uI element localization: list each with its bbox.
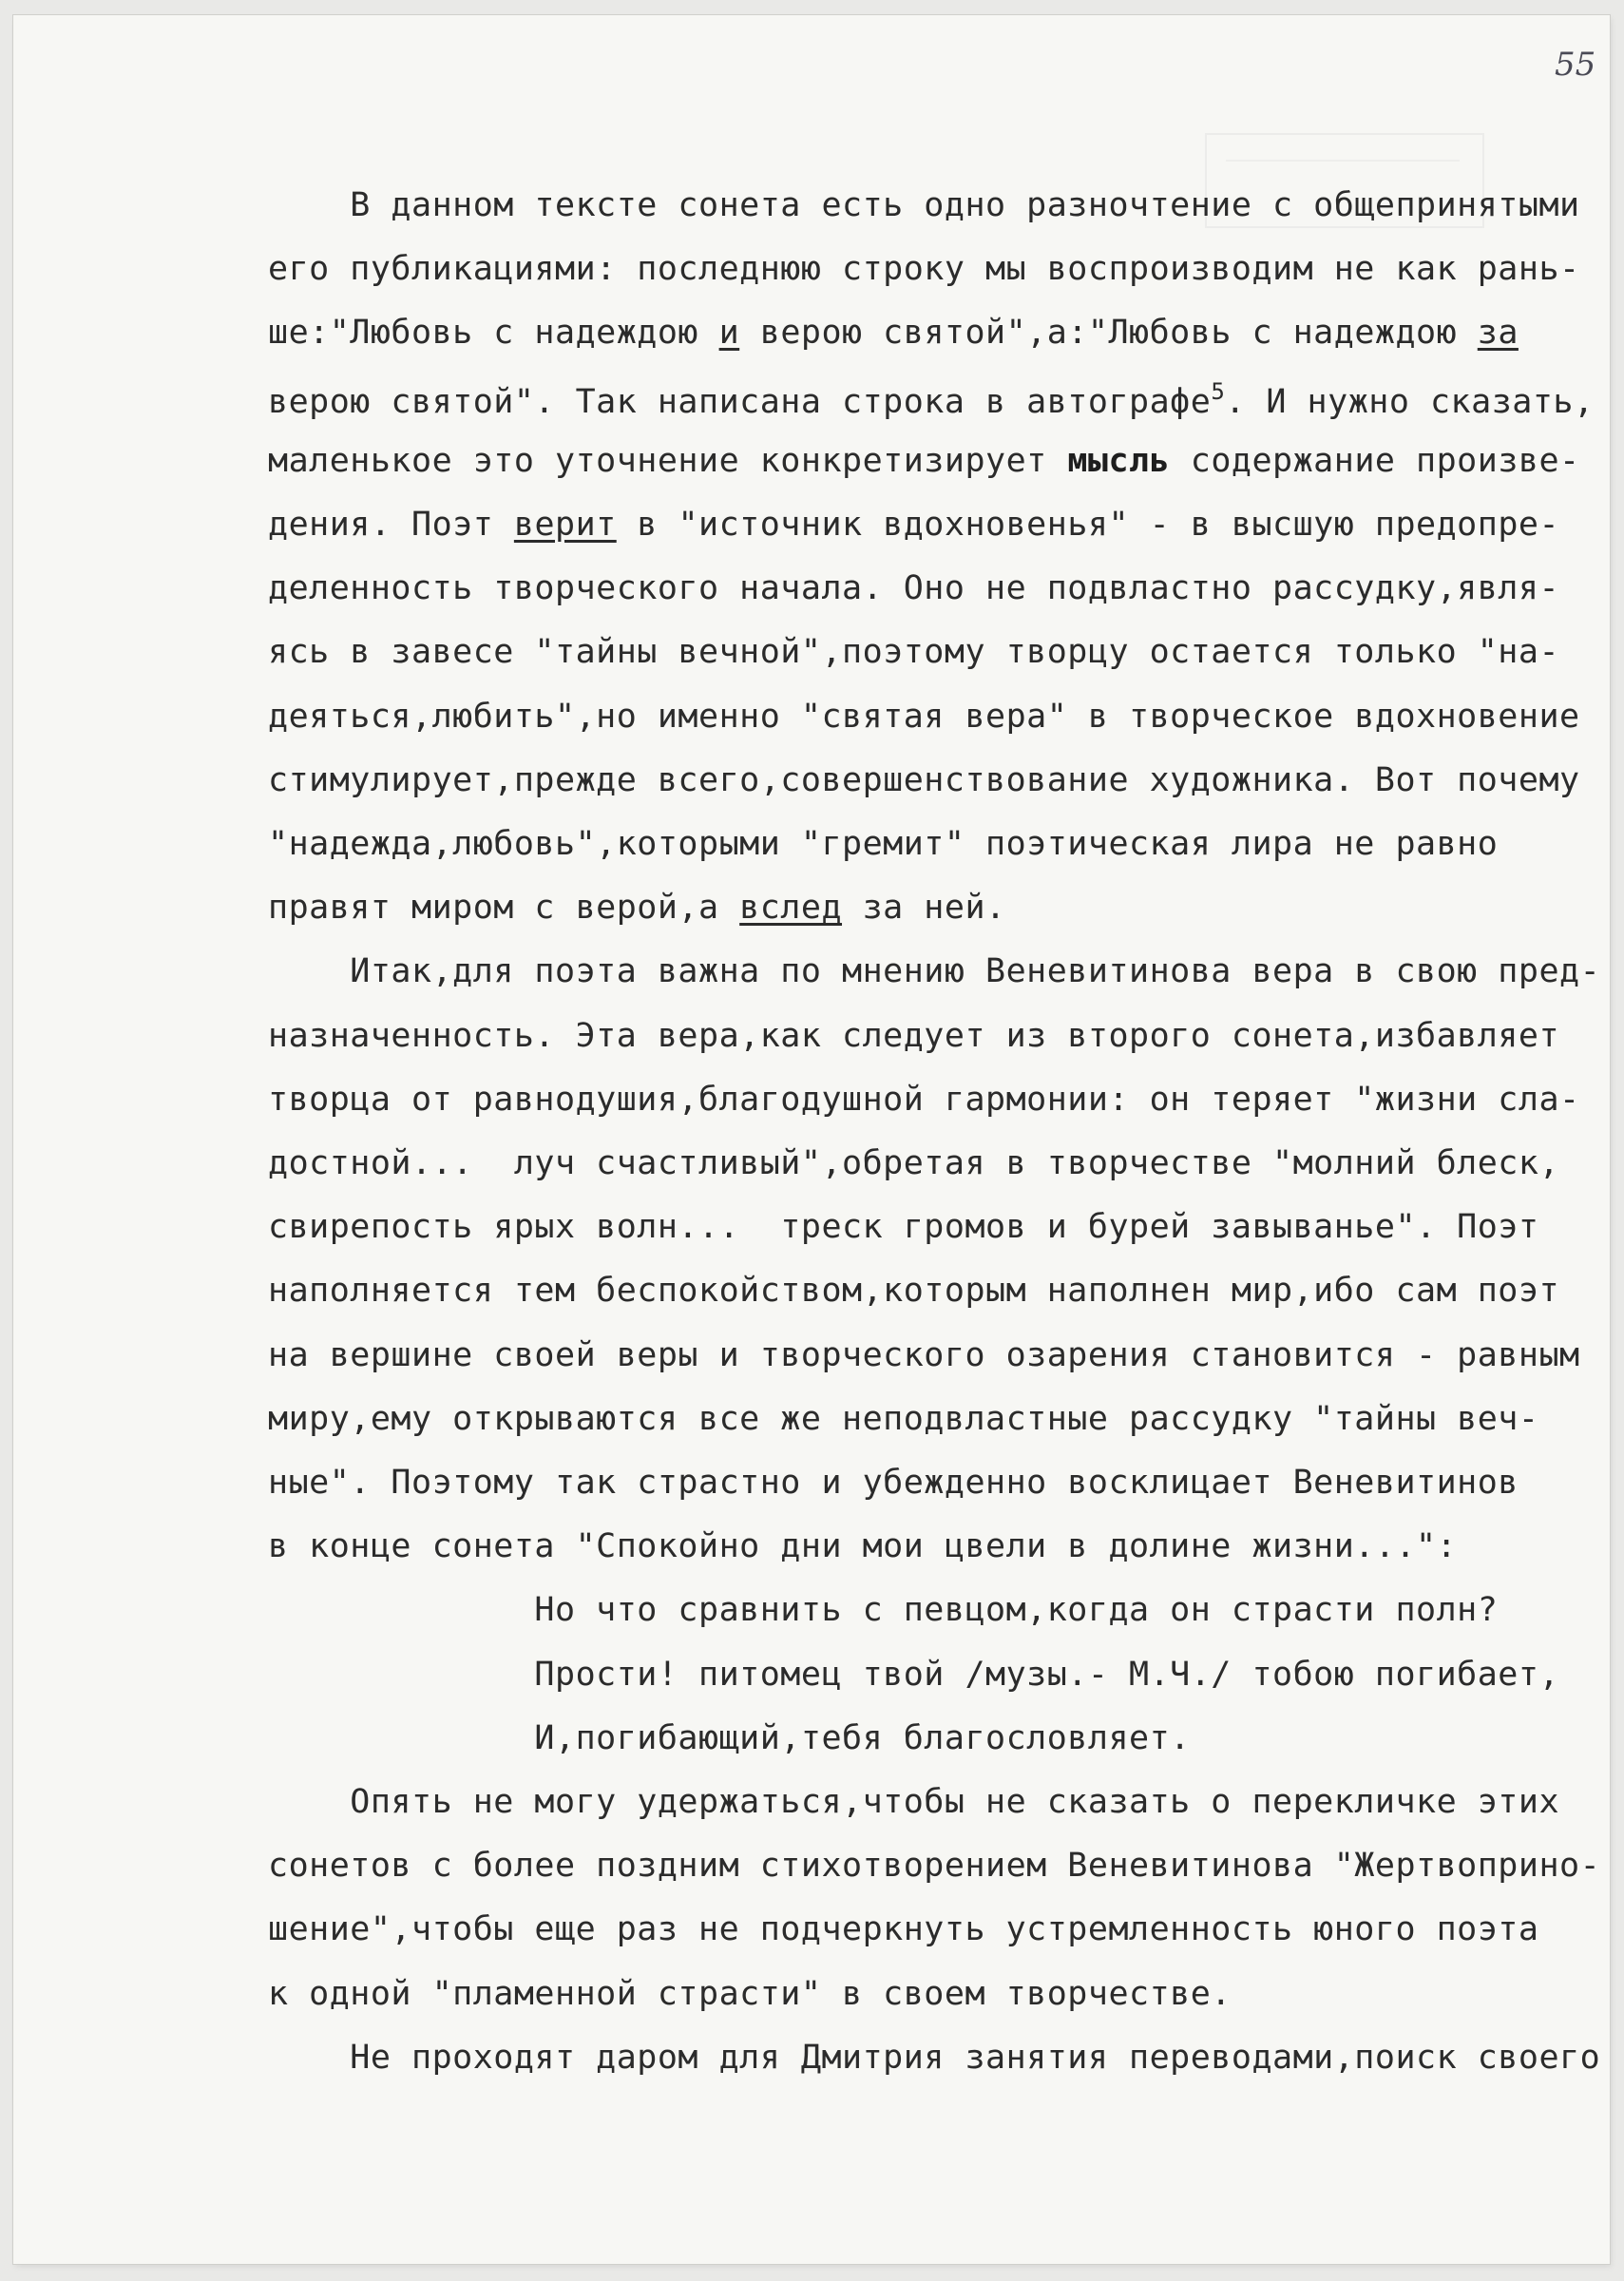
text-segment: ше:"Любовь с надеждою — [268, 314, 719, 353]
text-line — [268, 506, 1559, 544]
text-segment: к одной "пламенной страсти" в своем творчестве. — [268, 1974, 1232, 2013]
text-ul: за — [1477, 314, 1519, 353]
text-ul: вслед — [739, 889, 843, 928]
text-segment: его публикациями: последнюю строку мы воспроизводим не как рань- — [268, 250, 1580, 289]
text-line — [268, 186, 1580, 224]
text-line — [268, 314, 1519, 352]
text-segment: ясь в завесе "тайны вечной",поэтому творцу остается только "на- — [268, 633, 1560, 672]
text-segment: в "источник вдохновенья" - в высшую предопре- — [616, 506, 1560, 544]
text-segment: Не проходят даром для Дмитрия занятия переводами,поиск своего — [268, 2038, 1601, 2077]
text-segment: содержание произве- — [1170, 441, 1580, 480]
text-segment: верою святой",а:"Любовь с надеждою — [739, 314, 1478, 353]
text-line — [268, 1272, 1559, 1310]
text-line — [268, 1144, 1559, 1182]
text-line — [268, 1719, 1191, 1757]
text-line — [268, 1656, 1559, 1694]
text-line — [268, 1400, 1538, 1438]
text-line — [268, 569, 1559, 607]
text-segment: в конце сонета "Спокойно дни мои цвели в долине жизни...": — [268, 1527, 1458, 1566]
text-line — [268, 825, 1498, 863]
text-line — [268, 1847, 1600, 1885]
text-line — [268, 1527, 1457, 1565]
text-segment: Итак,для поэта важна по мнению Веневитинова вера в свою пред- — [268, 952, 1601, 991]
text-line — [268, 1975, 1232, 2013]
text-line — [268, 1783, 1559, 1821]
text-line — [268, 1208, 1538, 1246]
text-segment: сонетов с более поздним стихотворением Веневитинова "Жертвоприно- — [268, 1847, 1601, 1886]
text-line — [268, 2039, 1600, 2077]
text-segment: на вершине своей веры и творческого озарения становится - равным — [268, 1335, 1580, 1374]
text-segment: Опять не могу удержаться,чтобы не сказать о перекличке этих — [268, 1783, 1560, 1821]
text-segment: маленькое это уточнение конкретизирует — [268, 441, 1068, 480]
text-segment: деленность творческого начала. Оно не подвластно рассудку,явля- — [268, 569, 1560, 608]
text-line — [268, 378, 1595, 421]
text-ul: верит — [513, 506, 617, 544]
text-segment: верою святой". Так написана строка в автографе — [268, 382, 1212, 421]
text-segment: дения. Поэт — [268, 506, 514, 544]
text-segment: творца от равнодушия,благодушной гармонии: он теряет "жизни сла- — [268, 1080, 1580, 1119]
text-line — [268, 1464, 1519, 1502]
text-sup: 5 — [1211, 377, 1226, 405]
text-line — [268, 250, 1580, 288]
text-line — [268, 442, 1580, 480]
text-line — [268, 1081, 1580, 1119]
text-segment: назначенность. Эта вера,как следует из второго сонета,избавляет — [268, 1016, 1560, 1055]
text-line — [268, 761, 1580, 799]
text-segment: ные". Поэтому так страстно и убежденно восклицает Веневитинов — [268, 1464, 1519, 1502]
text-segment: В данном тексте сонета есть одно разночтение с общепринятыми — [268, 186, 1580, 224]
text-line — [268, 698, 1580, 736]
text-segment: "надежда,любовь",которыми "гремит" поэтическая лира не равно — [268, 825, 1499, 863]
text-line — [268, 889, 1006, 927]
text-segment: достной... луч счастливый",обретая в творчестве "молний блеск, — [268, 1144, 1560, 1182]
text-segment: шение",чтобы еще раз не подчеркнуть устремленность юного поэта — [268, 1910, 1539, 1949]
text-line — [268, 1910, 1538, 1948]
text-segment: Прости! питомец твой /музы.- М.Ч./ тобою погибает, — [268, 1655, 1560, 1694]
text-segment: Но что сравнить с певцом,когда он страсти полн? — [268, 1591, 1499, 1630]
text-ul: и — [718, 314, 740, 353]
text-segment: наполняется тем беспокойством,которым наполнен мир,ибо сам поэт — [268, 1272, 1560, 1311]
text-line — [268, 633, 1559, 671]
text-line — [268, 952, 1600, 990]
text-segment: свирепость ярых волн... треск громов и бурей завыванье". Поэт — [268, 1208, 1539, 1247]
text-line — [268, 1336, 1580, 1374]
text-segment: деяться,любить",но именно "святая вера" в творческое вдохновение — [268, 697, 1580, 736]
text-segment: И,погибающий,тебя благословляет. — [268, 1718, 1191, 1757]
text-segment: правят миром с верой,а — [268, 889, 740, 928]
text-line — [268, 1017, 1559, 1055]
text-line — [268, 1591, 1498, 1629]
text-strike: мысль — [1067, 441, 1171, 480]
page-number: 55 — [1555, 46, 1596, 84]
text-segment: миру,ему открываются все же неподвластные рассудку "тайны веч- — [268, 1399, 1539, 1438]
text-segment: стимулирует,прежде всего,совершенствование художника. Вот почему — [268, 760, 1580, 799]
text-segment: за ней. — [842, 889, 1006, 928]
text-segment: . И нужно сказать, — [1225, 382, 1595, 421]
